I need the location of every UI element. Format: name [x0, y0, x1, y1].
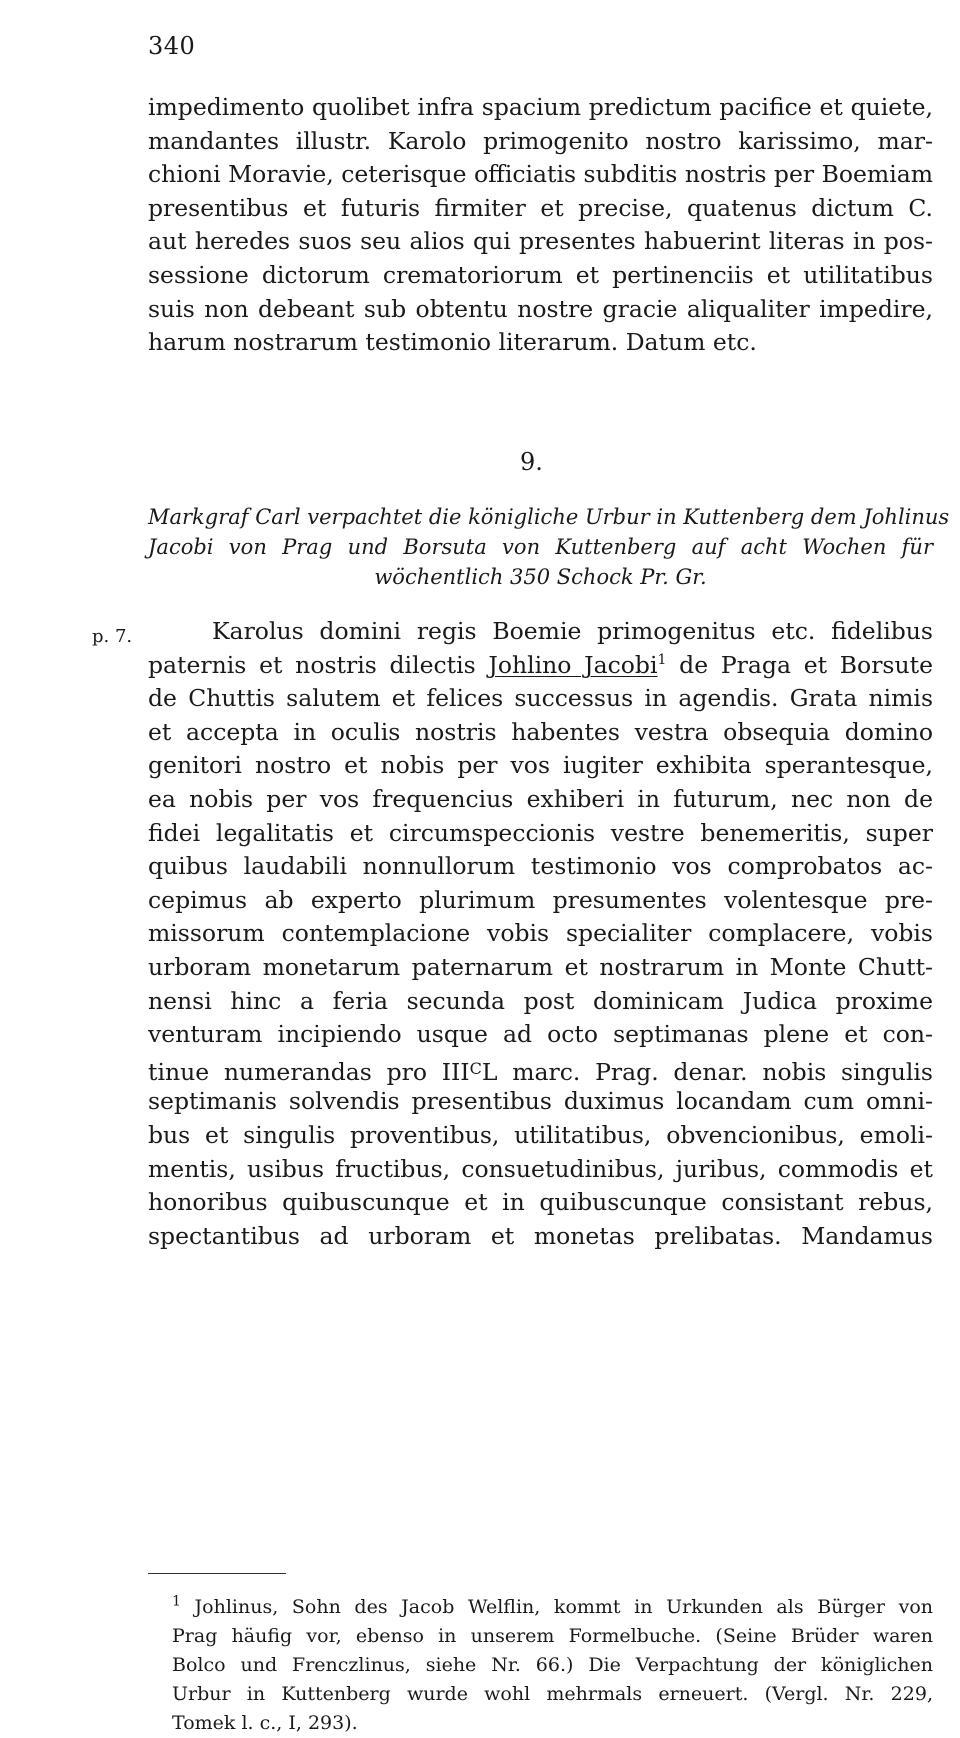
- text-line: [148, 649, 933, 683]
- heading-line: Markgraf Carl verpachtet die königliche Urbur in Kuttenberg dem Johlinus: [148, 505, 950, 529]
- text-line: presentibus et futuris firmiter et precise, quatenus dictum C.: [148, 193, 933, 222]
- text-line: impedimento quolibet infra spacium predictum pacifice et quiete,: [148, 93, 933, 121]
- text-line: harum nostrarum testimonio literarum. Datum etc.: [148, 328, 757, 357]
- footnote-line: [148, 1593, 933, 1622]
- text-fragment: de Praga et Borsute: [666, 650, 933, 679]
- footnote-line: Prag häufig vor, ebenso in unserem Formelbuche. (Seine Brüder waren: [172, 1625, 933, 1647]
- text-line: venturam incipiendo usque ad octo septimanas plene et con-: [148, 1020, 933, 1049]
- text-fragment: tinue numerandas pro III: [148, 1057, 470, 1086]
- text-line: missorum contemplacione vobis specialiter complacere, vobis: [148, 919, 933, 948]
- heading-line: wöchentlich 350 Schock Pr. Gr.: [374, 565, 707, 589]
- footnote-divider: [148, 1573, 286, 1574]
- text-line: de Chuttis salutem et felices successus in agendis. Grata nimis: [148, 684, 933, 713]
- text-line: nensi hinc a feria secunda post dominicam Judica proxime: [148, 986, 933, 1015]
- text-line: fidei legalitatis et circumspeccionis vestre benemeritis, super: [148, 818, 933, 847]
- footnote-text: Johlinus, Sohn des Jacob Welflin, kommt in Urkunden als Bürger von: [194, 1596, 933, 1618]
- footnote-line: Urbur in Kuttenberg wurde wohl mehrmals erneuert. (Vergl. Nr. 229,: [172, 1683, 933, 1705]
- text-fragment: L marc. Prag. denar. nobis singulis: [481, 1057, 933, 1086]
- footnote: [148, 1593, 933, 1738]
- heading-line: Jacobi von Prag und Borsuta von Kuttenberg auf acht Wochen für: [148, 535, 933, 559]
- text-line: ea nobis per vos frequencius exhiberi in futurum, nec non de: [148, 784, 933, 813]
- text-line: urboram monetarum paternarum et nostrarum in Monte Chutt-: [148, 952, 933, 981]
- text-fragment: paternis et nostris dilectis: [148, 650, 489, 679]
- text-line: mentis, usibus fructibus, consuetudinibus, juribus, commodis et: [148, 1154, 933, 1183]
- numeral-superscript: C: [469, 1058, 482, 1078]
- text-line: cepimus ab experto plurimum presumentes volentesque pre-: [148, 885, 933, 914]
- margin-page-reference: p. 7.: [92, 626, 133, 647]
- text-line: [148, 1052, 933, 1086]
- text-line: mandantes illustr. Karolo primogenito nostro karissimo, mar-: [148, 126, 933, 155]
- text-line: sessione dictorum crematoriorum et pertinenciis et utilitatibus: [148, 260, 933, 289]
- document-summary-heading: [148, 502, 950, 592]
- document-text: [148, 615, 933, 1253]
- text-line: chioni Moravie, ceterisque officiatis subditis nostris per Boemiam: [148, 160, 933, 189]
- text-line: septimanis solvendis presentibus duximus locandam cum omni-: [148, 1087, 933, 1116]
- continued-paragraph: [148, 91, 933, 360]
- footnote-line: Tomek l. c., I, 293).: [172, 1712, 358, 1734]
- text-line: Karolus domini regis Boemie primogenitus etc. fidelibus: [212, 617, 933, 645]
- text-line: quibus laudabili nonnullorum testimonio vos comprobatos ac-: [148, 852, 933, 881]
- footnote-marker: 1: [657, 651, 667, 668]
- text-line: spectantibus ad urboram et monetas prelibatas. Mandamus: [148, 1221, 933, 1250]
- person-name: Johlino Jacobi: [488, 650, 658, 679]
- text-line: suis non debeant sub obtentu nostre gracie aliqualiter impedire,: [148, 294, 933, 323]
- text-line: genitori nostro et nobis per vos iugiter exhibita sperantesque,: [148, 751, 933, 780]
- text-line: honoribus quibuscunque et in quibuscunque consistant rebus,: [148, 1188, 933, 1217]
- page-number: 340: [148, 32, 196, 60]
- text-line: bus et singulis proventibus, utilitatibus, obvencionibus, emoli-: [148, 1120, 933, 1149]
- text-line: et accepta in oculis nostris habentes vestra obsequia domino: [148, 717, 933, 746]
- footnote-line: Bolco und Frenczlinus, siehe Nr. 66.) Die Verpachtung der königlichen: [172, 1654, 933, 1676]
- footnote-marker: 1: [172, 1593, 181, 1610]
- text-line: aut heredes suos seu alios qui presentes habuerint literas in pos-: [148, 227, 933, 256]
- section-number: 9.: [520, 448, 543, 476]
